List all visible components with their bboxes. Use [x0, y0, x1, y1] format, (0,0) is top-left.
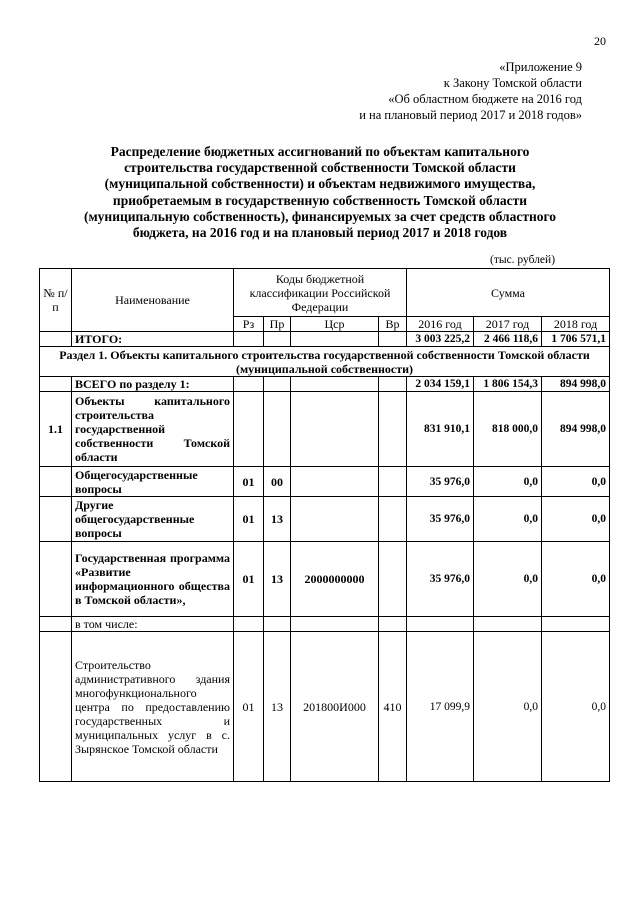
appendix-line: к Закону Томской области [443, 76, 582, 90]
item-name: Строительство административного здания многофункционального центра по предоставлению государственных и муниципальных услуг в с. Зырянское Томской области [72, 632, 234, 782]
total-2016: 3 003 225,2 [407, 332, 474, 347]
table-row [40, 497, 610, 542]
page-number: 20 [594, 34, 606, 48]
table-row [40, 542, 610, 617]
row-pr: 13 [264, 497, 291, 542]
row-2016: 35 976,0 [407, 497, 474, 542]
row-2017: 0,0 [474, 467, 542, 497]
row-name: Другие общегосударственные вопросы [72, 497, 234, 542]
row-rz: 01 [234, 542, 264, 617]
row-2017: 0,0 [474, 542, 542, 617]
appendix-line: «Об областном бюджете на 2016 год [388, 92, 582, 106]
row-name: Общегосударственные вопросы [72, 467, 234, 497]
table-row [40, 467, 610, 497]
row-vr [379, 542, 407, 617]
row-2017: 818 000,0 [474, 392, 542, 467]
row-2018: 0,0 [542, 467, 610, 497]
section-row [40, 347, 610, 377]
item-pr: 13 [264, 632, 291, 782]
row-pr [264, 392, 291, 467]
total-2018: 1 706 571,1 [542, 332, 610, 347]
appendix-reference [262, 59, 582, 123]
appendix-line: и на плановый период 2017 и 2018 годов» [359, 108, 582, 122]
row-number [40, 542, 72, 617]
total-2017: 2 466 118,6 [474, 332, 542, 347]
header-codes: Коды бюджетной классификации Российской Федерации [234, 269, 407, 317]
header-rz: Рз [234, 317, 264, 332]
row-number [40, 497, 72, 542]
header-name: Наименование [72, 269, 234, 332]
item-rz: 01 [234, 632, 264, 782]
units-label: (тыс. рублей) [490, 254, 556, 266]
header-2016: 2016 год [407, 317, 474, 332]
row-csr [291, 467, 379, 497]
row-2016: 831 910,1 [407, 392, 474, 467]
header-csr: Цср [291, 317, 379, 332]
section-total-label: ВСЕГО по разделу 1: [72, 377, 234, 392]
row-2018: 894 998,0 [542, 392, 610, 467]
table-row [40, 632, 610, 782]
item-2017: 0,0 [474, 632, 542, 782]
row-2016: 35 976,0 [407, 542, 474, 617]
row-name: Объекты капитального строительства государственной собственности Томской области [72, 392, 234, 467]
section-title: Раздел 1. Объекты капитального строительства государственной собственности Томской области (муниципальной собственности) [40, 347, 610, 377]
document-title: Распределение бюджетных ассигнований по объектам капитального строительства государственной собственности Томской области (муниципальной собственности) и объектам недвижимого имущества, приобретаемым в государственную собственность Томской области (муниципальную собственность), финансируемых за счет средств областного бюджета, на 2016 год и на плановый период 2017 и 2018 годов [83, 144, 557, 241]
item-vr: 410 [379, 632, 407, 782]
row-csr: 2000000000 [291, 542, 379, 617]
header-vr: Вр [379, 317, 407, 332]
row-2018: 0,0 [542, 542, 610, 617]
header-2018: 2018 год [542, 317, 610, 332]
header-2017: 2017 год [474, 317, 542, 332]
row-name: Государственная программа «Развитие информационного общества в Томской области», [72, 542, 234, 617]
including-row [40, 617, 610, 632]
row-csr [291, 392, 379, 467]
section-total-2018: 894 998,0 [542, 377, 610, 392]
row-rz [234, 392, 264, 467]
total-label: ИТОГО: [72, 332, 234, 347]
item-csr: 201800И000 [291, 632, 379, 782]
section-total-row [40, 377, 610, 392]
row-rz: 01 [234, 497, 264, 542]
appendix-line: «Приложение 9 [499, 60, 582, 74]
section-total-2017: 1 806 154,3 [474, 377, 542, 392]
row-csr [291, 497, 379, 542]
table-header-row [40, 269, 610, 317]
row-rz: 01 [234, 467, 264, 497]
including-label: в том числе: [72, 617, 234, 632]
row-vr [379, 497, 407, 542]
row-2018: 0,0 [542, 497, 610, 542]
row-2017: 0,0 [474, 497, 542, 542]
row-vr [379, 467, 407, 497]
row-number [40, 467, 72, 497]
row-number: 1.1 [40, 392, 72, 467]
row-pr: 00 [264, 467, 291, 497]
budget-table [39, 268, 610, 782]
total-row [40, 332, 610, 347]
header-number: № п/п [40, 269, 72, 332]
row-pr: 13 [264, 542, 291, 617]
header-sum: Сумма [407, 269, 610, 317]
item-2018: 0,0 [542, 632, 610, 782]
header-pr: Пр [264, 317, 291, 332]
item-2016: 17 099,9 [407, 632, 474, 782]
table-row [40, 392, 610, 467]
row-2016: 35 976,0 [407, 467, 474, 497]
section-total-2016: 2 034 159,1 [407, 377, 474, 392]
row-vr [379, 392, 407, 467]
